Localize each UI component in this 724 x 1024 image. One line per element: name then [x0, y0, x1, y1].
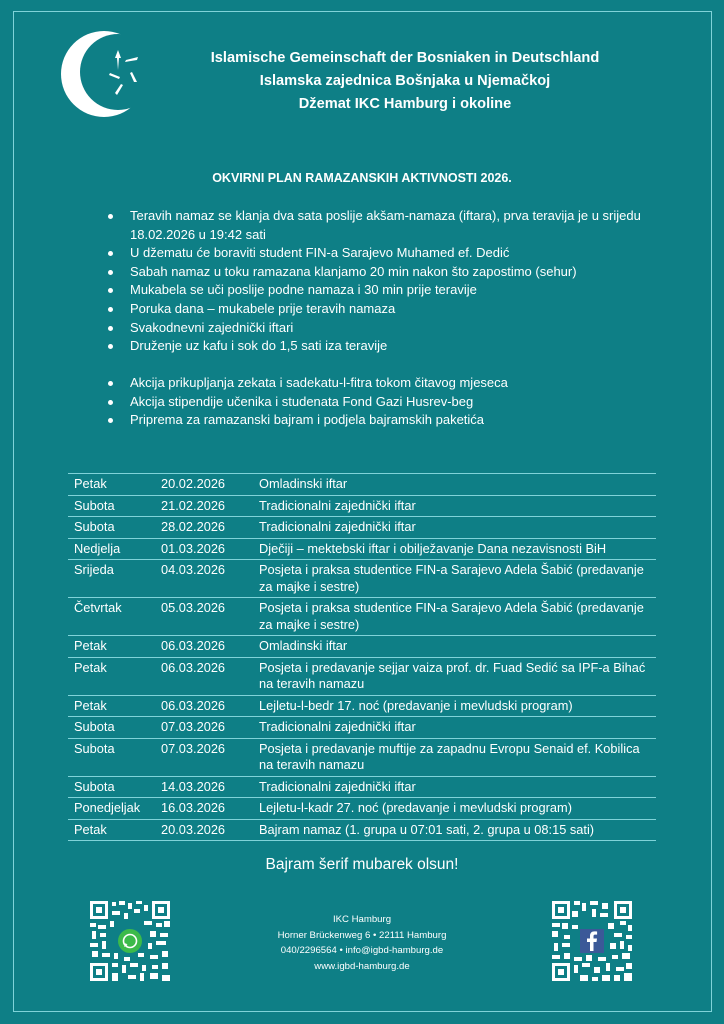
event-cell: Tradicionalni zajednički iftar — [249, 517, 656, 539]
page-title: OKVIRNI PLAN RAMAZANSKIH AKTIVNOSTI 2026. — [212, 171, 512, 185]
list-item: Poruka dana – mukabele prije teravih namaza — [106, 300, 666, 319]
contact-phone-email[interactable]: 040/2296564 • info@igbd-hamburg.de — [280, 945, 444, 957]
table-row — [68, 598, 656, 636]
table-row — [68, 560, 656, 598]
date-cell: 01.03.2026 — [154, 538, 249, 560]
date-cell: 20.03.2026 — [154, 819, 249, 841]
event-cell: Tradicionalni zajednički iftar — [249, 776, 656, 798]
event-cell: Dječiji – mektebski iftar i obilježavanje Dana nezavisnosti BiH — [249, 538, 656, 560]
day-cell: Subota — [68, 517, 154, 539]
list-item: Sabah namaz u toku ramazana klanjamo 20 min nakon što zapostimo (sehur) — [106, 263, 666, 282]
facebook-qr-code[interactable] — [550, 899, 634, 983]
event-cell: Posjeta i predavanje muftije za zapadnu Evropu Senaid ef. Kobilica na teravih namazu — [249, 738, 656, 776]
day-cell: Petak — [68, 636, 154, 658]
day-cell: Petak — [68, 695, 154, 717]
date-cell: 04.03.2026 — [154, 560, 249, 598]
table-row — [68, 538, 656, 560]
date-cell: 06.03.2026 — [154, 636, 249, 658]
table-row — [68, 495, 656, 517]
date-cell: 20.02.2026 — [154, 474, 249, 496]
contact-info — [210, 912, 514, 974]
org-line-bosnian: Islamska zajednica Bošnjaka u Njemačkoj — [259, 73, 551, 89]
table-row — [68, 738, 656, 776]
list-item: Teravih namaz se klanja dva sata poslije akšam-namaza (iftara), prva teravija je u srijedu 18.02.2026 u 19:42 sati — [106, 207, 666, 244]
table-row — [68, 517, 656, 539]
contact-org: IKC Hamburg — [332, 914, 392, 925]
date-cell: 06.03.2026 — [154, 657, 249, 695]
day-cell: Subota — [68, 738, 154, 776]
activities-list — [106, 207, 666, 356]
event-cell: Tradicionalni zajednički iftar — [249, 717, 656, 739]
table-row — [68, 819, 656, 841]
day-cell: Petak — [68, 819, 154, 841]
table-row — [68, 776, 656, 798]
table-row — [68, 657, 656, 695]
day-cell: Ponedjeljak — [68, 798, 154, 820]
event-cell: Lejletu-l-kadr 27. noć (predavanje i mevludski program) — [249, 798, 656, 820]
list-item: Mukabela se uči poslije podne namaza i 30 min prije teravije — [106, 281, 666, 300]
table-row — [68, 474, 656, 496]
list-item: Svakodnevni zajednički iftari — [106, 319, 666, 338]
date-cell: 16.03.2026 — [154, 798, 249, 820]
table-row — [68, 717, 656, 739]
day-cell: Petak — [68, 474, 154, 496]
table-row — [68, 636, 656, 658]
list-item: Akcija prikupljanja zekata i sadekatu-l-fitra tokom čitavog mjeseca — [106, 374, 666, 393]
day-cell: Subota — [68, 495, 154, 517]
whatsapp-qr-code[interactable] — [88, 899, 172, 983]
event-cell: Posjeta i predavanje sejjar vaiza prof. dr. Fuad Sedić sa IPF-a Bihać na teravih namazu — [249, 657, 656, 695]
day-cell: Subota — [68, 717, 154, 739]
date-cell: 28.02.2026 — [154, 517, 249, 539]
date-cell: 06.03.2026 — [154, 695, 249, 717]
event-cell: Posjeta i praksa studentice FIN-a Sarajevo Adela Šabić (predavanje za majke i sestre) — [249, 560, 656, 598]
organization-name — [170, 47, 640, 116]
event-cell: Lejletu-l-bedr 17. noć (predavanje i mevludski program) — [249, 695, 656, 717]
day-cell: Četvrtak — [68, 598, 154, 636]
table-row — [68, 798, 656, 820]
org-line-german: Islamische Gemeinschaft der Bosniaken in Deutschland — [210, 50, 600, 66]
date-cell: 14.03.2026 — [154, 776, 249, 798]
list-item: Druženje uz kafu i sok do 1,5 sati iza teravije — [106, 337, 666, 356]
day-cell: Petak — [68, 657, 154, 695]
event-cell: Omladinski iftar — [249, 474, 656, 496]
table-row — [68, 695, 656, 717]
list-item: Priprema za ramazanski bajram i podjela bajramskih paketića — [106, 411, 666, 430]
header — [0, 0, 724, 140]
date-cell: 07.03.2026 — [154, 738, 249, 776]
facebook-icon — [580, 929, 604, 953]
day-cell: Nedjelja — [68, 538, 154, 560]
campaigns-list — [106, 374, 666, 430]
event-cell: Tradicionalni zajednički iftar — [249, 495, 656, 517]
event-cell: Omladinski iftar — [249, 636, 656, 658]
day-cell: Srijeda — [68, 560, 154, 598]
contact-address: Horner Brückenweg 6 • 22111 Hamburg — [277, 929, 447, 941]
list-item: U džematu će boraviti student FIN-a Sarajevo Muhamed ef. Dedić — [106, 244, 666, 263]
event-cell: Bajram namaz (1. grupa u 07:01 sati, 2. grupa u 08:15 sati) — [249, 819, 656, 841]
crescent-and-star-icon — [60, 28, 160, 120]
bajram-greeting: Bajram šerif mubarek olsun! — [265, 856, 459, 873]
list-item: Akcija stipendije učenika i studenata Fond Gazi Husrev-beg — [106, 393, 666, 412]
date-cell: 05.03.2026 — [154, 598, 249, 636]
date-cell: 07.03.2026 — [154, 717, 249, 739]
day-cell: Subota — [68, 776, 154, 798]
org-line-dzemat: Džemat IKC Hamburg i okoline — [298, 96, 512, 112]
event-cell: Posjeta i praksa studentice FIN-a Sarajevo Adela Šabić (predavanje za majke i sestre) — [249, 598, 656, 636]
contact-website[interactable]: www.igbd-hamburg.de — [314, 960, 410, 972]
whatsapp-icon — [118, 929, 142, 953]
schedule-table — [68, 473, 656, 841]
date-cell: 21.02.2026 — [154, 495, 249, 517]
